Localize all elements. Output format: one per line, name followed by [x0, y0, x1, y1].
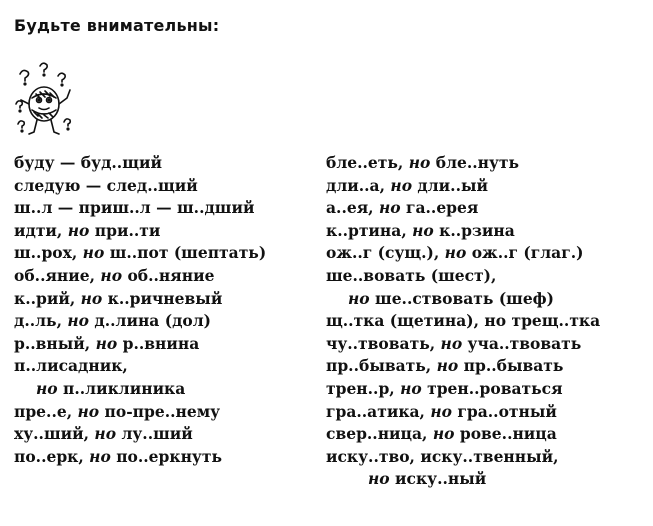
text-segment: по..ерк,: [14, 446, 90, 466]
text-segment: об..няние: [122, 265, 215, 285]
page-heading: Будьте внимательны:: [14, 16, 220, 35]
text-line: [326, 242, 600, 265]
text-segment: га..ерея: [400, 198, 479, 218]
text-segment: ху..ший,: [14, 424, 95, 444]
text-segment: ше..ствовать (шеф): [369, 288, 554, 308]
text-line: [326, 288, 600, 311]
text-segment: пр..бывать: [458, 356, 564, 376]
text-segment: пре..е,: [14, 401, 78, 421]
emphasis-word: но: [80, 288, 103, 308]
text-segment: дли..ый: [412, 175, 489, 195]
text-line: [14, 310, 266, 333]
text-segment: ш..пот (шептать): [104, 243, 267, 263]
text-line: [326, 401, 600, 424]
text-segment: следую — след..щий: [14, 175, 198, 195]
right-column: [326, 152, 600, 491]
text-segment: а..ея,: [326, 198, 379, 218]
text-segment: дли..а,: [326, 175, 391, 195]
text-line: [14, 446, 266, 469]
text-segment: д..ль,: [14, 311, 68, 331]
emphasis-word: но: [432, 424, 455, 444]
text-segment: пр..бывать,: [326, 356, 437, 376]
text-segment: р..внина: [117, 333, 200, 353]
emphasis-word: но: [89, 446, 111, 466]
text-segment: при..ти: [89, 220, 161, 240]
text-segment: трен..роваться: [421, 378, 563, 398]
text-line: [326, 423, 600, 446]
text-segment: бле..нуть: [430, 153, 520, 172]
emphasis-word: но: [408, 153, 431, 172]
text-segment: п..ликлиника: [57, 378, 186, 398]
text-segment: ше..вовать (шест),: [326, 265, 497, 285]
text-line: [14, 333, 266, 356]
left-column: [14, 152, 266, 468]
text-segment: уча..твовать: [462, 333, 582, 353]
emphasis-word: но: [368, 469, 390, 489]
text-line: [326, 355, 600, 378]
text-line: [14, 265, 266, 288]
emphasis-word: но: [390, 175, 413, 195]
text-line: [14, 175, 266, 198]
text-segment: рове..ница: [454, 424, 557, 444]
text-segment: трен..р,: [326, 378, 401, 398]
confused-creature-with-question-marks-icon: [10, 60, 80, 140]
text-segment: к..рзина: [433, 220, 515, 240]
text-segment: д..лина (дол): [89, 311, 212, 331]
text-line: [14, 220, 266, 243]
text-segment: иску..ный: [389, 469, 487, 489]
text-segment: ш..рох,: [14, 243, 83, 263]
text-segment: гра..атика,: [326, 401, 431, 421]
text-line: [326, 446, 600, 469]
text-segment: к..ричневый: [102, 288, 223, 308]
text-segment: по-пре..нему: [99, 401, 221, 421]
text-line: [14, 152, 266, 175]
text-segment: р..вный,: [14, 333, 96, 353]
emphasis-word: но: [412, 220, 434, 240]
text-line: [14, 423, 266, 446]
emphasis-word: но: [77, 401, 100, 421]
text-line: [326, 175, 600, 198]
text-segment: чу..твовать,: [326, 333, 441, 353]
emphasis-word: но: [348, 288, 370, 308]
emphasis-word: но: [100, 265, 123, 285]
text-line: [14, 401, 266, 424]
emphasis-word: но: [95, 333, 118, 353]
text-segment: по..еркнуть: [110, 446, 222, 466]
text-line: [326, 265, 600, 288]
text-segment: щ..тка (щетина), но трещ..тка: [326, 311, 601, 331]
text-segment: ш..л — приш..л — ш..дший: [14, 198, 255, 218]
text-line: [14, 288, 266, 311]
text-segment: об..яние,: [14, 265, 101, 285]
text-line: [326, 310, 600, 333]
text-segment: свер..ница,: [326, 424, 433, 444]
text-segment: п..лисадник,: [14, 356, 128, 376]
emphasis-word: но: [67, 311, 90, 331]
text-line: [326, 468, 600, 491]
text-segment: ож..г (глаг.): [466, 243, 584, 263]
text-segment: ож..г (сущ.),: [326, 243, 445, 263]
text-segment: лу..ший: [116, 424, 193, 444]
text-line: [14, 355, 266, 378]
emphasis-word: но: [36, 378, 58, 398]
emphasis-word: но: [82, 243, 105, 263]
text-segment: к..ртина,: [326, 220, 413, 240]
emphasis-word: но: [430, 401, 452, 421]
emphasis-word: но: [436, 356, 459, 376]
emphasis-word: но: [378, 198, 401, 218]
text-segment: идти,: [14, 220, 68, 240]
text-line: [326, 152, 600, 175]
emphasis-word: но: [444, 243, 467, 263]
text-line: [326, 378, 600, 401]
text-line: [326, 197, 600, 220]
emphasis-word: но: [400, 378, 422, 398]
text-line: [14, 378, 266, 401]
emphasis-word: но: [94, 424, 117, 444]
text-line: [14, 197, 266, 220]
emphasis-word: но: [67, 220, 90, 240]
text-line: [14, 242, 266, 265]
text-segment: буду — буд..щий: [14, 153, 162, 172]
emphasis-word: но: [440, 333, 463, 353]
text-segment: гра..отный: [452, 401, 557, 421]
text-line: [326, 220, 600, 243]
text-segment: иску..тво, иску..твенный,: [326, 446, 559, 466]
text-line: [326, 333, 600, 356]
text-segment: бле..еть,: [326, 153, 409, 172]
text-segment: к..рий,: [14, 288, 81, 308]
